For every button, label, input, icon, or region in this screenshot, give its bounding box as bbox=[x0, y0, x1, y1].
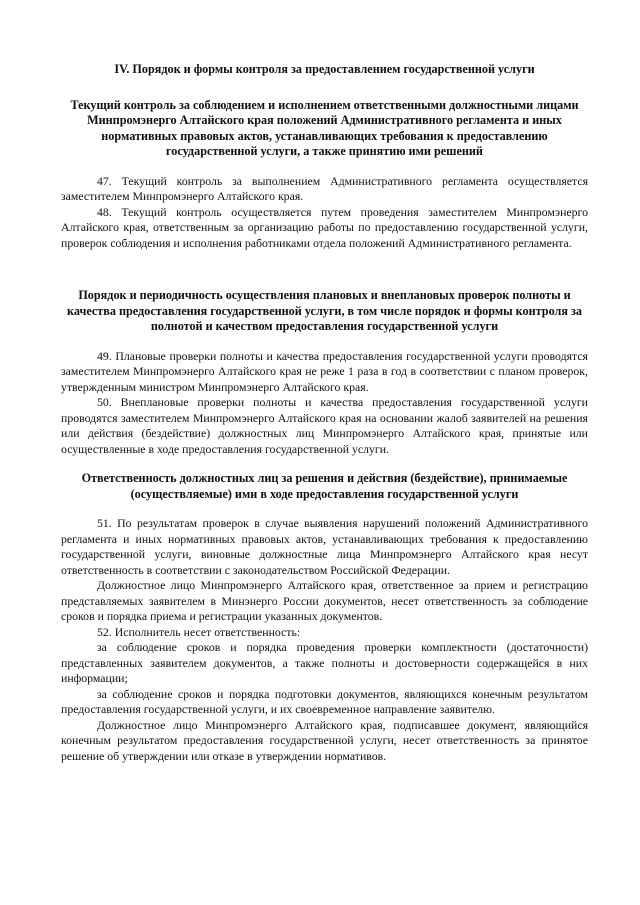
responsibility-section bbox=[61, 471, 588, 764]
periodic-checks-heading: Порядок и периодичность осуществления плановых и внеплановых проверок полноты и качества предоставления государственной услуги, в том числе порядок и формы контроля за полнотой и качеством предоставления государственной услуги bbox=[67, 288, 582, 333]
paragraph-completeness-check: за соблюдение сроков и порядка проведения проверки комплектности (достаточности) представленных заявителем документов, а также полноты и достоверности содержащейся в них информации; bbox=[61, 640, 588, 685]
paragraph-50: 50. Внеплановые проверки полноты и качества предоставления государственной услуги проводятся заместителем Минпромэнерго Алтайского края на основании жалоб заявителей на решения или действия (бездействие) должностных лиц Минпромэнерго Алтайского края, принятые или осуществленные в ходе предоставления государственной услуги. bbox=[61, 395, 588, 456]
paragraph-registration-officer: Должностное лицо Минпромэнерго Алтайского края, ответственное за прием и регистрацию представляемых заявителем в Минэнерго России документов, несет ответственность за соблюдение сроков и порядка приема и регистрации указанных документов. bbox=[61, 578, 588, 623]
paragraph-52: 52. Исполнитель несет ответственность: bbox=[97, 624, 301, 639]
current-control-heading: Текущий контроль за соблюдением и исполнением ответственными должностными лицами Минпромэнерго Алтайского края положений Административного регламента и иных нормативных правовых актов, устанавливающих требования к предоставлению государственной услуги, а также принятию ими решений bbox=[70, 97, 579, 158]
paragraph-47: 47. Текущий контроль за выполнением Административного регламента осуществляется заместителем Минпромэнерго Алтайского края. bbox=[61, 173, 588, 203]
paragraph-51: 51. По результатам проверок в случае выявления нарушений положений Административного регламента и иных нормативных правовых актов, устанавливающих требования к предоставлению государственной услуги, виновные должностные лица Минпромэнерго Алтайского края несут ответственность в соответствии с законодательством Российской Федерации. bbox=[61, 516, 588, 577]
paragraph-48: 48. Текущий контроль осуществляется путем проведения заместителем Минпромэнерго Алтайского края, ответственным за организацию работы по предоставлению государственной услуги, проверок соблюдения и исполнения работниками отдела положений Административного регламента. bbox=[61, 204, 588, 250]
section-title: IV. Порядок и формы контроля за предоставлением государственной услуги bbox=[114, 62, 535, 76]
current-control-section bbox=[61, 98, 588, 252]
paragraph-49: 49. Плановые проверки полноты и качества предоставления государственной услуги проводятся заместителем Минпромэнерго Алтайского края не реже 1 раза в год в соответствии с планом проверок, утвержденным министром Минпромэнерго Алтайского края. bbox=[61, 348, 588, 394]
periodic-checks-section bbox=[61, 288, 588, 457]
paragraph-document-preparation: за соблюдение сроков и порядка подготовки документов, являющихся конечным результатом предоставления государственной услуги, и их своевременное направление заявителю. bbox=[61, 686, 588, 716]
paragraph-signing-officer: Должностное лицо Минпромэнерго Алтайского края, подписавшее документ, являющийся конечным результатом предоставления государственной услуги, несет ответственность за принятое решение об утверждении или отказе в утверждении нормативов. bbox=[61, 717, 588, 763]
responsibility-heading: Ответственность должностных лиц за решения и действия (бездействие), принимаемые (осуществляемые) ими в ходе предоставления государственной услуги bbox=[81, 471, 568, 501]
